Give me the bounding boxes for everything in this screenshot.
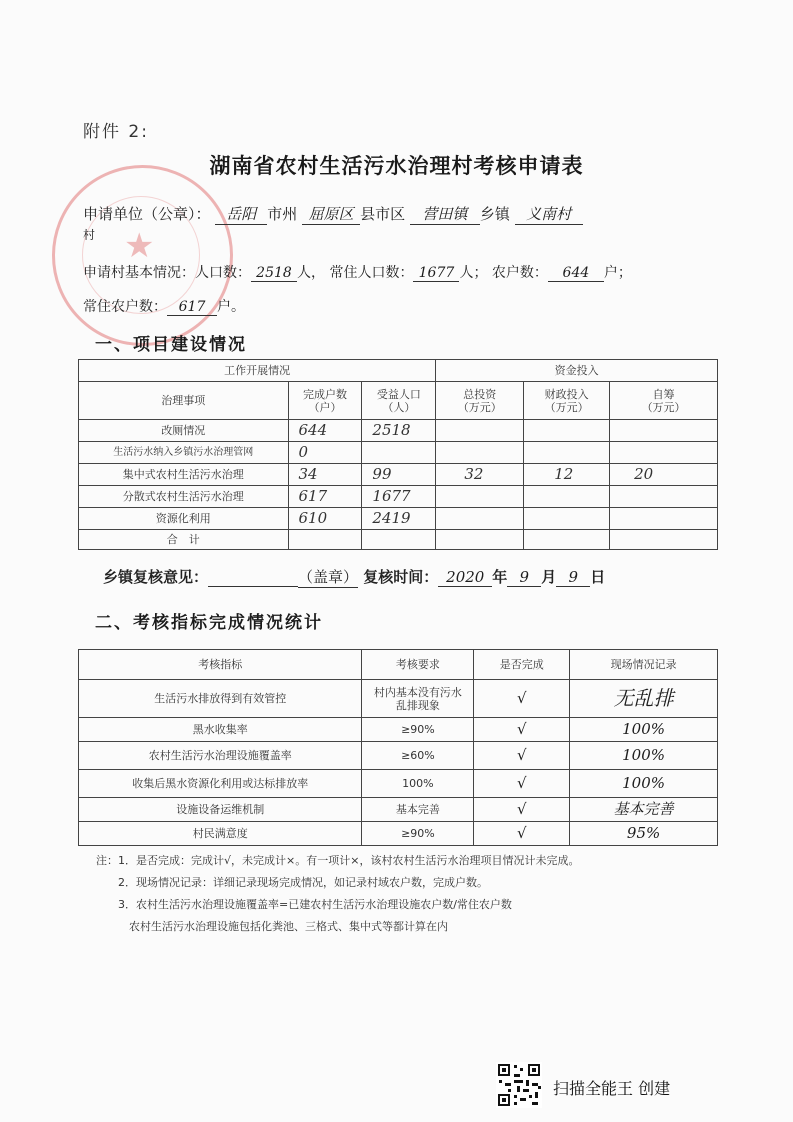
row-record: 100% xyxy=(570,742,718,770)
row-record: 无乱排 xyxy=(570,680,718,718)
row-beneficiaries xyxy=(362,442,436,464)
row-indicator: 生活污水排放得到有效管控 xyxy=(79,680,362,718)
county-value: 屈原区 xyxy=(302,203,360,225)
review-month-unit: 月 xyxy=(541,568,557,586)
applicant-line xyxy=(83,203,583,225)
note-1: 注：1．是否完成：完成计√，未完成计×。有一项计×，该村农村生活污水治理项目情况计未完成。 xyxy=(96,854,580,867)
row-households: 644 xyxy=(288,420,362,442)
table-row xyxy=(79,718,718,742)
review-year: 2020 xyxy=(438,568,492,587)
table-row xyxy=(79,464,718,486)
row-fiscal xyxy=(524,530,610,550)
row-record: 基本完善 xyxy=(570,798,718,822)
table-row xyxy=(79,742,718,770)
row-households: 0 xyxy=(288,442,362,464)
row-done: √ xyxy=(474,770,570,798)
resident-value: 1677 xyxy=(413,265,459,282)
village-unit: 村 xyxy=(83,228,96,242)
row-beneficiaries: 1677 xyxy=(362,486,436,508)
applicant-label: 申请单位（公章）： xyxy=(83,205,211,223)
population-unit: 人， xyxy=(297,265,325,281)
review-day-unit: 日 xyxy=(590,568,606,586)
review-day: 9 xyxy=(556,568,590,587)
page-title: 湖南省农村生活污水治理村考核申请表 xyxy=(209,154,584,178)
row-done: √ xyxy=(474,680,570,718)
row-households: 617 xyxy=(288,486,362,508)
section-project-heading: 一、项目建设情况 xyxy=(95,335,247,355)
households-label: 农户数： xyxy=(491,265,548,281)
row-self: 20 xyxy=(610,464,718,486)
seal-star-icon: ★ xyxy=(124,226,155,266)
header-requirement: 考核要求 xyxy=(362,650,474,680)
row-households: 610 xyxy=(288,508,362,530)
row-record: 95% xyxy=(570,822,718,846)
review-opinion-blank xyxy=(208,568,298,587)
city-value: 岳阳 xyxy=(215,203,267,225)
header-done: 是否完成 xyxy=(474,650,570,680)
row-requirement: 村内基本没有污水乱排现象 xyxy=(362,680,474,718)
row-total: 32 xyxy=(436,464,524,486)
note-3: 3．农村生活污水治理设施覆盖率=已建农村生活污水治理设施农户数/常住农户数 xyxy=(96,898,512,911)
row-beneficiaries xyxy=(362,530,436,550)
table-row xyxy=(79,442,718,464)
review-time-label: 复核时间： xyxy=(363,568,439,586)
row-indicator: 村民满意度 xyxy=(79,822,362,846)
town-value: 营田镇 xyxy=(410,203,480,225)
row-requirement: ≥90% xyxy=(362,718,474,742)
resident-households-unit: 户。 xyxy=(217,299,245,315)
note-2: 2．现场情况记录：详细记录现场完成情况，如记录村域农户数，完成户数。 xyxy=(96,876,488,889)
row-indicator: 设施设备运维机制 xyxy=(79,798,362,822)
households-value: 644 xyxy=(548,265,604,282)
row-beneficiaries: 99 xyxy=(362,464,436,486)
row-indicator: 农村生活污水治理设施覆盖率 xyxy=(79,742,362,770)
notes xyxy=(96,850,579,938)
row-item: 集中式农村生活污水治理 xyxy=(79,464,289,486)
row-self xyxy=(610,508,718,530)
row-total xyxy=(436,486,524,508)
row-item: 生活污水纳入乡镇污水治理管网 xyxy=(79,442,289,464)
table-row xyxy=(79,770,718,798)
row-self xyxy=(610,486,718,508)
row-item: 改厕情况 xyxy=(79,420,289,442)
row-total xyxy=(436,420,524,442)
row-requirement: ≥60% xyxy=(362,742,474,770)
row-indicator: 收集后黑水资源化利用或达标排放率 xyxy=(79,770,362,798)
town-unit: 乡镇 xyxy=(479,205,510,223)
resident-households-line xyxy=(83,296,245,316)
table-row xyxy=(79,798,718,822)
col-total-header: 总投资 （万元） xyxy=(436,382,524,420)
table-row-total xyxy=(79,530,718,550)
table-row xyxy=(79,508,718,530)
village-value: 义南村 xyxy=(515,203,583,225)
resident-households-value: 617 xyxy=(167,299,217,316)
note-4: 农村生活污水治理设施包括化粪池、三格式、集中式等都计算在内 xyxy=(96,920,448,933)
review-year-unit: 年 xyxy=(492,568,508,586)
row-fiscal xyxy=(524,486,610,508)
row-beneficiaries: 2419 xyxy=(362,508,436,530)
table-row xyxy=(79,486,718,508)
row-total xyxy=(436,442,524,464)
row-self xyxy=(610,420,718,442)
resident-unit: 人； xyxy=(459,265,488,281)
col-households-header: 完成户数 （户） xyxy=(288,382,362,420)
table-row xyxy=(79,822,718,846)
col-item-header: 治理事项 xyxy=(79,382,289,420)
row-fiscal xyxy=(524,508,610,530)
row-record: 100% xyxy=(570,718,718,742)
resident-label: 常住人口数： xyxy=(329,265,414,281)
header-record: 现场情况记录 xyxy=(570,650,718,680)
population-label: 人口数： xyxy=(195,265,251,281)
row-requirement: ≥90% xyxy=(362,822,474,846)
review-month: 9 xyxy=(507,568,541,587)
row-fiscal: 12 xyxy=(524,464,610,486)
row-total xyxy=(436,508,524,530)
table-row xyxy=(79,680,718,718)
scanner-watermark: 扫描全能王 创建 xyxy=(553,1079,671,1098)
row-fiscal xyxy=(524,442,610,464)
project-table xyxy=(78,359,718,550)
row-beneficiaries: 2518 xyxy=(362,420,436,442)
row-requirement: 100% xyxy=(362,770,474,798)
basic-info-line xyxy=(83,262,632,282)
resident-households-label: 常住农户数： xyxy=(83,299,167,315)
col-fiscal-header: 财政投入 （万元） xyxy=(524,382,610,420)
review-label: 乡镇复核意见： xyxy=(103,568,209,586)
row-record: 100% xyxy=(570,770,718,798)
row-item: 分散式农村生活污水治理 xyxy=(79,486,289,508)
header-indicator: 考核指标 xyxy=(79,650,362,680)
qr-code-icon xyxy=(496,1062,542,1108)
col-beneficiaries-header: 受益人口 （人） xyxy=(362,382,436,420)
basic-info-label: 申请村基本情况： xyxy=(83,265,195,281)
row-done: √ xyxy=(474,742,570,770)
row-indicator: 黑水收集率 xyxy=(79,718,362,742)
households-unit: 户； xyxy=(603,265,632,281)
row-done: √ xyxy=(474,822,570,846)
row-self xyxy=(610,442,718,464)
city-unit: 市州 xyxy=(267,205,298,223)
row-requirement: 基本完善 xyxy=(362,798,474,822)
group-fund-header: 资金投入 xyxy=(436,360,718,382)
population-value: 2518 xyxy=(251,265,297,282)
row-item: 合 计 xyxy=(79,530,289,550)
section-indicator-heading: 二、考核指标完成情况统计 xyxy=(95,613,323,633)
attachment-label: 附件 2: xyxy=(83,122,149,142)
row-fiscal xyxy=(524,420,610,442)
table-row xyxy=(79,420,718,442)
col-self-header: 自筹 （万元） xyxy=(610,382,718,420)
row-households: 34 xyxy=(288,464,362,486)
county-unit: 县市区 xyxy=(360,205,406,223)
review-line xyxy=(103,566,605,588)
row-self xyxy=(610,530,718,550)
row-done: √ xyxy=(474,718,570,742)
row-item: 资源化利用 xyxy=(79,508,289,530)
review-seal: （盖章） xyxy=(298,568,359,586)
group-work-header: 工作开展情况 xyxy=(79,360,436,382)
row-total xyxy=(436,530,524,550)
row-households xyxy=(288,530,362,550)
row-done: √ xyxy=(474,798,570,822)
indicator-table xyxy=(78,649,718,846)
